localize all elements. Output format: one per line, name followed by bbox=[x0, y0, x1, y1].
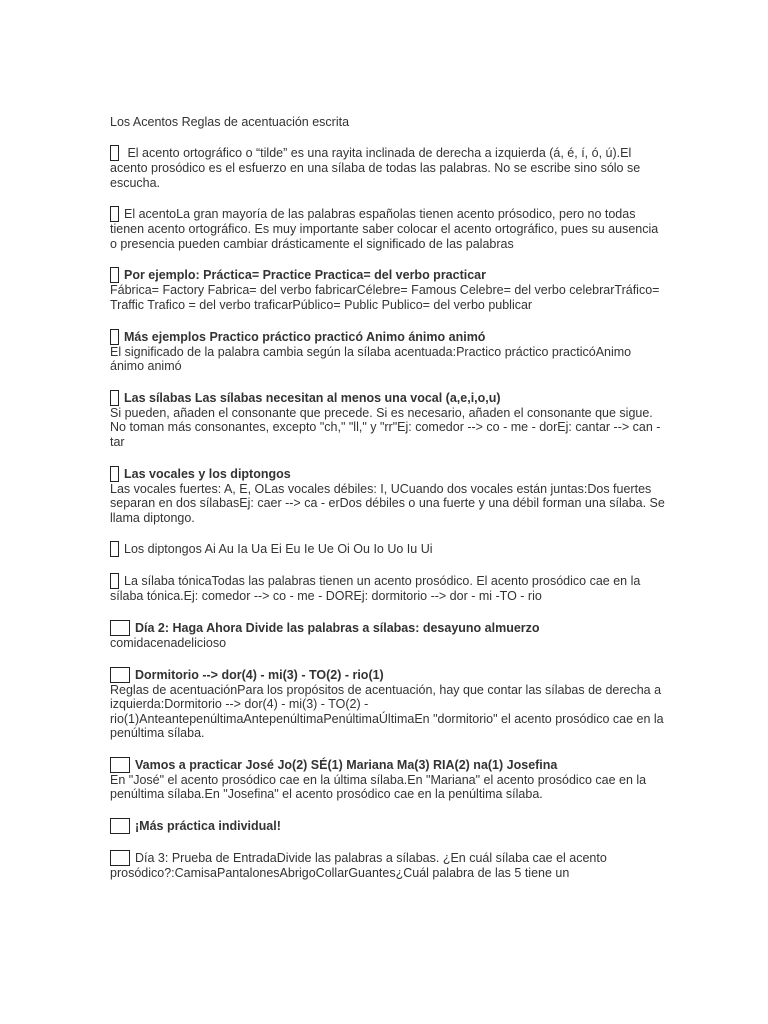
section-9 bbox=[110, 620, 666, 651]
bullet-box-icon bbox=[110, 818, 130, 834]
document-title: Los Acentos Reglas de acentuación escrita bbox=[110, 115, 350, 129]
section-6 bbox=[110, 466, 666, 526]
section-4 bbox=[110, 329, 666, 374]
bullet-box-icon bbox=[110, 145, 119, 161]
bullet-box-icon bbox=[110, 390, 119, 406]
section-heading: El acento ortográfico o “tilde” es una rayita inclinada de derecha a izquierda (á, é, í, ó, ú).El acento prosódico es el esfuerzo en una sílaba de todas las palabras. No se escribe sino sólo se escucha. bbox=[110, 146, 641, 190]
bullet-box-icon bbox=[110, 267, 119, 283]
section-body: El significado de la palabra cambia según la sílaba acentuada:Practico práctico practicóAnimo ánimo animó bbox=[110, 344, 632, 374]
bullet-box-icon bbox=[110, 667, 130, 683]
section-heading: ¡Más práctica individual! bbox=[135, 819, 281, 834]
section-heading: La sílaba tónicaTodas las palabras tienen un acento prosódico. El acento prosódico cae en la sílaba tónica.Ej: comedor --> co - me - DOREj: dormitorio --> dor - mi -TO - rio bbox=[110, 574, 641, 604]
section-body: Reglas de acentuaciónPara los propósitos de acentuación, hay que contar las sílabas de derecha a izquierda:Dormitorio --> dor(4) - mi(3) - TO(2) - rio(1)AnteantepenúltimaAntepenúltimaPenúltimaÚltimaEn "dormitorio" el acento prosódico cae en la penúltima sílaba. bbox=[110, 682, 664, 741]
section-12 bbox=[110, 818, 666, 834]
section-10 bbox=[110, 667, 666, 741]
section-heading: Dormitorio --> dor(4) - mi(3) - TO(2) - rio(1) bbox=[135, 667, 384, 682]
section-body: Las vocales fuertes: A, E, OLas vocales débiles: I, UCuando dos vocales están juntas:Dos fuertes separan en dos sílabasEj: caer --> ca - erDos débiles o una fuerte y una débil forman una sílaba. Se llama diptongo. bbox=[110, 481, 665, 525]
bullet-box-icon bbox=[110, 466, 119, 482]
section-heading: Día 3: Prueba de EntradaDivide las palabras a sílabas. ¿En cuál sílaba cae el acento prosódico?:CamisaPantalonesAbrigoCollarGuantes¿Cuál palabra de las 5 tiene un bbox=[110, 851, 607, 881]
section-heading: Más ejemplos Practico práctico practicó Animo ánimo animó bbox=[124, 329, 486, 344]
bullet-box-icon bbox=[110, 850, 130, 866]
section-2 bbox=[110, 206, 666, 251]
section-3 bbox=[110, 267, 666, 312]
bullet-box-icon bbox=[110, 620, 130, 636]
bullet-box-icon bbox=[110, 757, 130, 773]
section-heading: Las vocales y los diptongos bbox=[124, 466, 291, 481]
bullet-box-icon bbox=[110, 541, 119, 557]
section-11 bbox=[110, 757, 666, 802]
document-page bbox=[110, 114, 666, 897]
section-body: comidacenadelicioso bbox=[110, 635, 227, 650]
section-8 bbox=[110, 573, 666, 604]
section-heading: Los diptongos Ai Au Ia Ua Ei Eu Ie Ue Oi Ou Io Uo Iu Ui bbox=[124, 542, 433, 557]
bullet-box-icon bbox=[110, 329, 119, 345]
section-heading: El acentoLa gran mayoría de las palabras españolas tienen acento prósodico, pero no todas tienen acento ortográfico. Es muy importante saber colocar el acento ortográfico, pues su ausencia o presencia pueden cambiar drásticamente el significado de las palabras bbox=[110, 207, 659, 251]
section-1 bbox=[110, 145, 666, 190]
bullet-box-icon bbox=[110, 206, 119, 222]
section-body: En "José" el acento prosódico cae en la última sílaba.En "Mariana" el acento prosódico cae en la penúltima sílaba.En "Josefina" el acento prosódico cae en la penúltima sílaba. bbox=[110, 772, 647, 802]
section-heading: Las sílabas Las sílabas necesitan al menos una vocal (a,e,i,o,u) bbox=[124, 390, 501, 405]
section-5 bbox=[110, 390, 666, 450]
section-body: Si pueden, añaden el consonante que precede. Si es necesario, añaden el consonante que sigue. No toman más consonantes, excepto "ch," "ll," y "rr"Ej: comedor --> co - me - dorEj: cantar --> can - tar bbox=[110, 405, 661, 449]
section-7 bbox=[110, 541, 666, 557]
section-heading: Día 2: Haga Ahora Divide las palabras a sílabas: desayuno almuerzo bbox=[135, 620, 540, 635]
section-heading: Vamos a practicar José Jo(2) SÉ(1) Mariana Ma(3) RIA(2) na(1) Josefina bbox=[135, 757, 558, 772]
section-13 bbox=[110, 850, 666, 881]
section-body: Fábrica= Factory Fabrica= del verbo fabricarCélebre= Famous Celebre= del verbo celebrarTráfico= Traffic Trafico = del verbo traficarPúblico= Public Publico= del verbo publicar bbox=[110, 283, 660, 312]
bullet-box-icon bbox=[110, 573, 119, 589]
section-heading: Por ejemplo: Práctica= Practice Practica= del verbo practicar bbox=[124, 268, 486, 283]
